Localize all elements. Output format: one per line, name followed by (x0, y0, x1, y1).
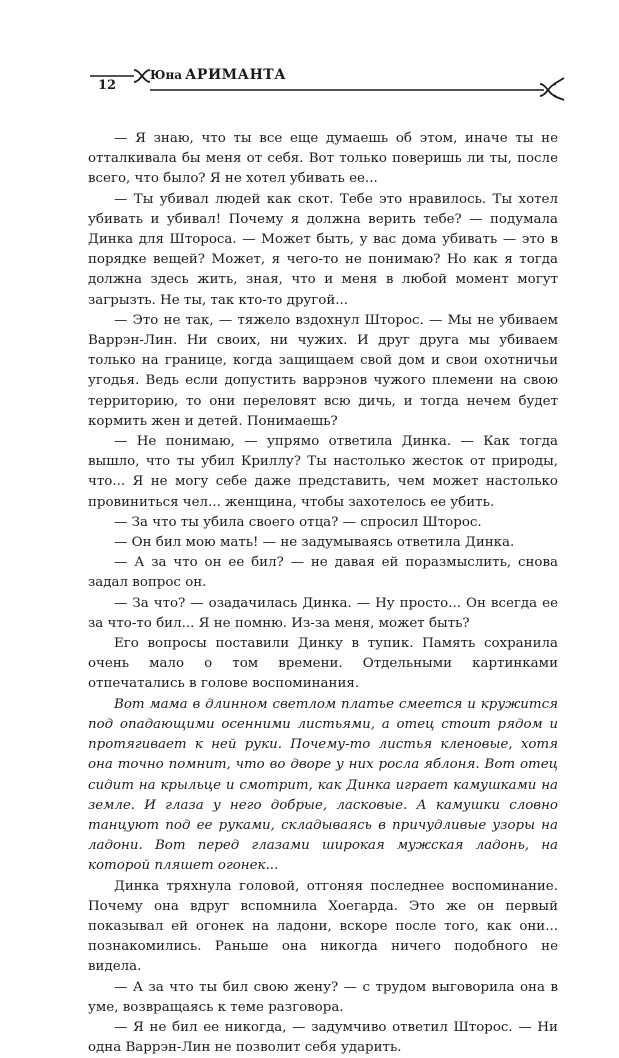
paragraph: — За что? — озадачилась Динка. — Ну просто... Он всегда ее за что-то бил... Я не помню. Из-за меня, может быть? (88, 595, 558, 631)
paragraph: Его вопросы поставили Динку в тупик. Память сохранила очень мало о том времени. Отдельными картинками отпечатались в голове воспоминания. (88, 636, 558, 692)
running-head (150, 67, 286, 83)
paragraph: — Я не бил ее никогда, — задумчиво ответил Шторос. — Ни одна Варрэн-Лин не позволит себя ударить. (88, 1019, 558, 1056)
left-knot-icon (134, 70, 150, 82)
right-knot-icon (540, 78, 564, 100)
paragraph: — Он бил мою мать! — не задумываясь ответила Динка. (114, 535, 515, 551)
paragraph: — А за что ты бил свою жену? — с трудом выговорила она в уме, возвращаясь к теме разговора. (88, 979, 558, 1015)
page-header (88, 64, 568, 104)
paragraph: — Это не так, — тяжело вздохнул Шторос. — Мы не убиваем Варрэн-Лин. Ни своих, ни чужих. И друг друга мы убиваем только на границе, когда защищаем свой дом и свои охотничьи угодья. Ведь если допустить варрэнов чужого племени на свою территорию, то они переловят всю дичь, и тогда нечем будет кормить жен и детей. Понимаешь? (88, 312, 558, 429)
paragraph: Динка тряхнула головой, отгоняя последнее воспоминание. Почему она вдруг вспомнила Хоегарда. Это же он первый показывал ей огонек на ладони, вскоре после того, как они... познакомились. Раньше она никогда ничего подобного не видела. (88, 878, 558, 975)
author-last-name: АРИМАНТА (185, 67, 287, 83)
body-text (88, 129, 558, 1058)
paragraph: — Я знаю, что ты все еще думаешь об этом, иначе ты не отталкивала бы меня от себя. Вот только поверишь ли ты, после всего, что было? Я не хотел убивать ее... (88, 131, 558, 187)
paragraph: — Не понимаю, — упрямо ответила Динка. — Как тогда вышло, что ты убил Криллу? Ты настолько жесток от природы, что... Я не могу себе даже представить, чем может настолько провиниться чел... женщина, чтобы захотелось ее убить. (88, 434, 558, 510)
author-first-name: Юна (150, 68, 183, 82)
paragraph: — За что ты убила своего отца? — спросил Шторос. (114, 514, 482, 530)
page-number: 12 (98, 78, 117, 93)
paragraph: — Ты убивал людей как скот. Тебе это нравилось. Ты хотел убивать и убивал! Почему я должна верить тебе? — подумала Динка для Штороса. — Может быть, у вас дома убивать — это в порядке вещей? Может, я чего-то не понимаю? Но как я тогда должна здесь жить, зная, что и меня в любой момент могут загрызть. Не ты, так кто-то другой... (88, 191, 558, 308)
italic-memory-paragraph: Вот мама в длинном светлом платье смеется и кружится под опадающими осенними листьями, а отец стоит рядом и протягивает к ней руки. Почему-то листья кленовые, хотя она точно помнит, что во дворе у них росла яблоня. Вот отец сидит на крыльце и смотрит, как Динка играет камушками на земле. И глаза у него добрые, ласковые. А камушки словно танцуют под ее руками, складываясь в причудливые узоры на ладони. Вот перед глазами широкая мужская ладонь, на которой пляшет огонек... (88, 696, 558, 874)
paragraph: — А за что он ее бил? — не давая ей поразмыслить, снова задал вопрос он. (88, 555, 558, 591)
